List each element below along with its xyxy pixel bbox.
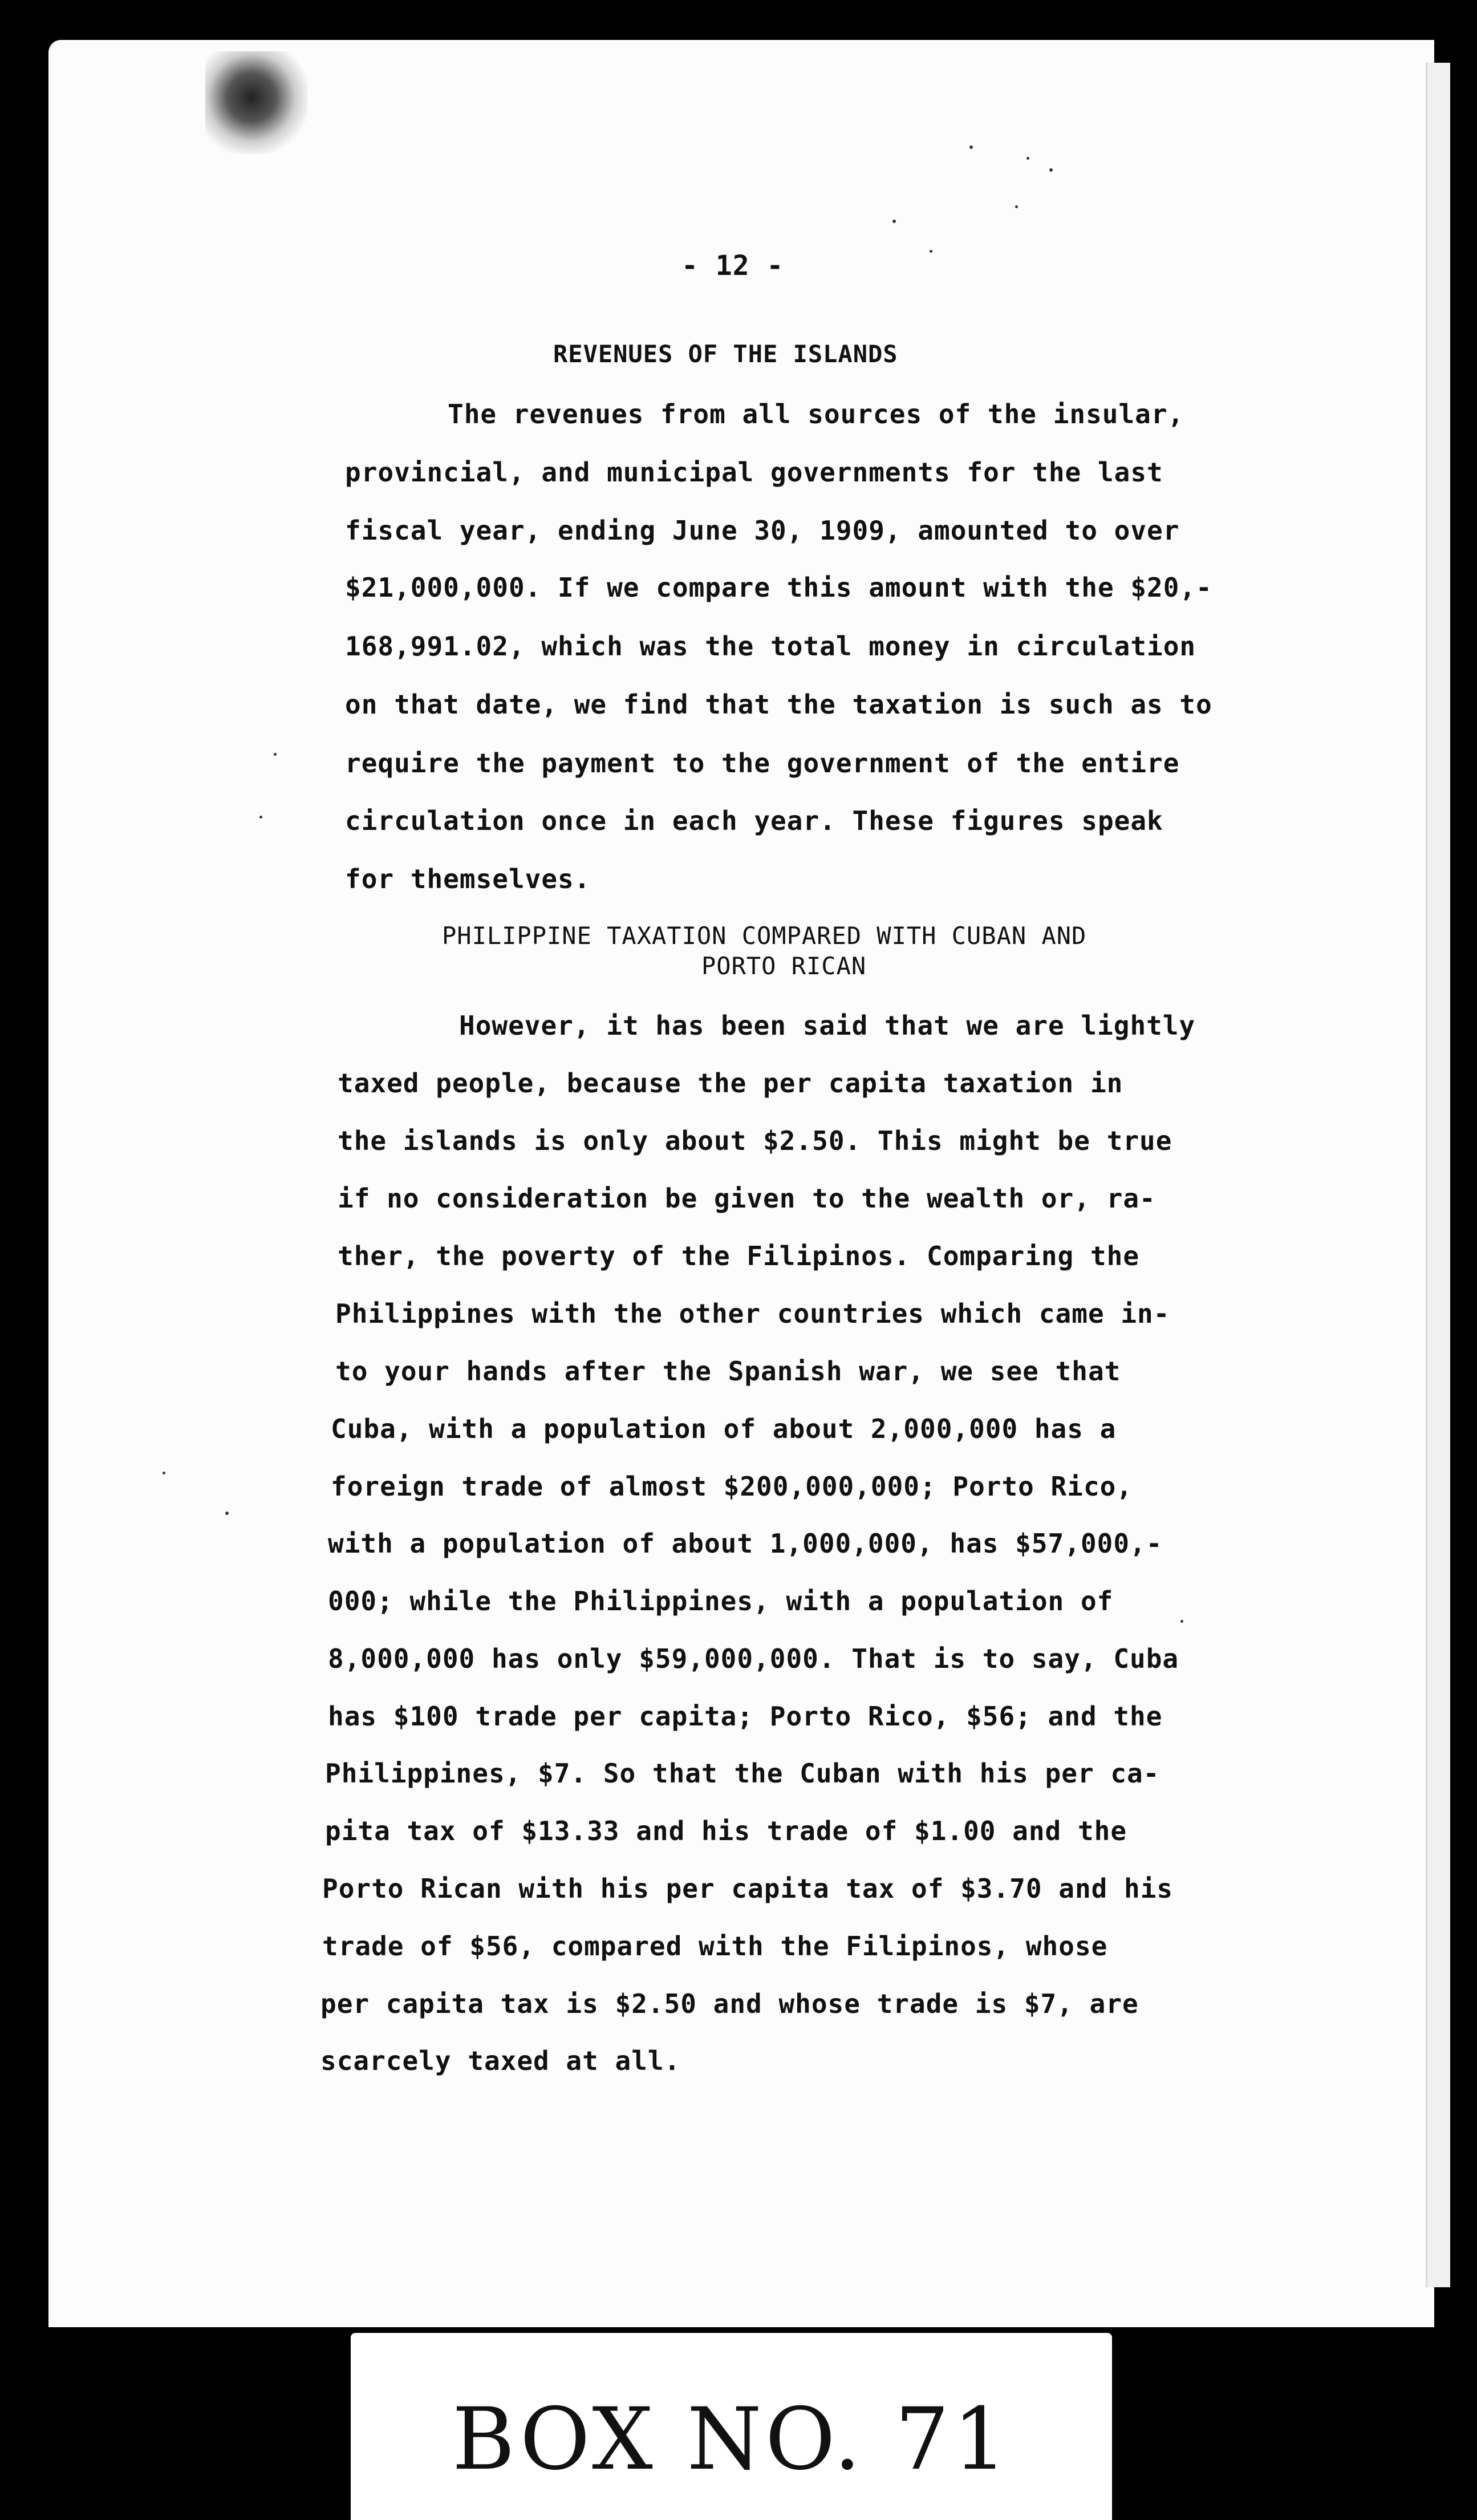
- body-line: if no consideration be given to the wealth or, ra-: [338, 1183, 1156, 1214]
- speck: [225, 1512, 229, 1515]
- page-edge: [1426, 63, 1450, 2287]
- speck: [1015, 205, 1018, 208]
- box-label: BOX NO. 71: [452, 2390, 1011, 2489]
- body-line: Philippines with the other countries which came in-: [335, 1298, 1170, 1329]
- body-line: 000; while the Philippines, with a population of: [328, 1586, 1114, 1616]
- body-line: foreign trade of almost $200,000,000; Porto Rico,: [331, 1471, 1133, 1502]
- speck: [969, 145, 973, 149]
- body-line: per capita tax is $2.50 and whose trade is $7, are: [320, 1988, 1139, 2019]
- body-line: trade of $56, compared with the Filipinos, whose: [322, 1931, 1108, 1962]
- body-line: 8,000,000 has only $59,000,000. That is to say, Cuba: [328, 1643, 1179, 1674]
- body-line: Cuba, with a population of about 2,000,000 has a: [331, 1413, 1117, 1444]
- body-line: Philippines, $7. So that the Cuban with his per ca-: [325, 1758, 1160, 1789]
- body-line: scarcely taxed at all.: [320, 2045, 681, 2076]
- body-line: the islands is only about $2.50. This might be true: [338, 1125, 1172, 1156]
- body-line: on that date, we find that the taxation is such as to: [345, 689, 1212, 720]
- speck: [930, 250, 932, 253]
- page-number: - 12 -: [681, 250, 784, 282]
- section-heading-taxation-line2: PORTO RICAN: [701, 952, 867, 980]
- body-line: $21,000,000. If we compare this amount with the $20,-: [345, 572, 1212, 603]
- body-line: Porto Rican with his per capita tax of $3.70 and his: [322, 1873, 1174, 1904]
- body-line: circulation once in each year. These figures speak: [345, 805, 1163, 836]
- speck: [163, 1472, 165, 1474]
- speck: [259, 816, 262, 819]
- speck: [274, 753, 277, 756]
- box-label-tab: [351, 2333, 1112, 2520]
- body-line: has $100 trade per capita; Porto Rico, $56; and the: [328, 1701, 1163, 1732]
- body-line: pita tax of $13.33 and his trade of $1.00 and the: [325, 1816, 1127, 1846]
- body-line: taxed people, because the per capita taxation in: [338, 1068, 1123, 1099]
- body-line: However, it has been said that we are lightly: [459, 1010, 1196, 1041]
- speck: [1049, 168, 1053, 172]
- section-heading-revenues: REVENUES OF THE ISLANDS: [553, 340, 898, 368]
- body-line: The revenues from all sources of the insular,: [448, 399, 1184, 430]
- body-line: for themselves.: [345, 864, 591, 894]
- body-line: 168,991.02, which was the total money in circulation: [345, 631, 1196, 662]
- body-line: fiscal year, ending June 30, 1909, amounted to over: [345, 515, 1180, 546]
- speck: [1180, 1620, 1183, 1623]
- body-line: to your hands after the Spanish war, we see that: [335, 1356, 1121, 1387]
- body-line: with a population of about 1,000,000, has $57,000,-: [328, 1528, 1163, 1559]
- speck: [892, 220, 896, 223]
- ink-smudge: [205, 51, 308, 154]
- body-line: provincial, and municipal governments for the last: [345, 457, 1163, 488]
- body-line: require the payment to the government of the entire: [345, 748, 1180, 779]
- section-heading-taxation-line1: PHILIPPINE TAXATION COMPARED WITH CUBAN AND: [442, 922, 1087, 950]
- body-line: ther, the poverty of the Filipinos. Comparing the: [338, 1241, 1140, 1271]
- speck: [1026, 157, 1029, 160]
